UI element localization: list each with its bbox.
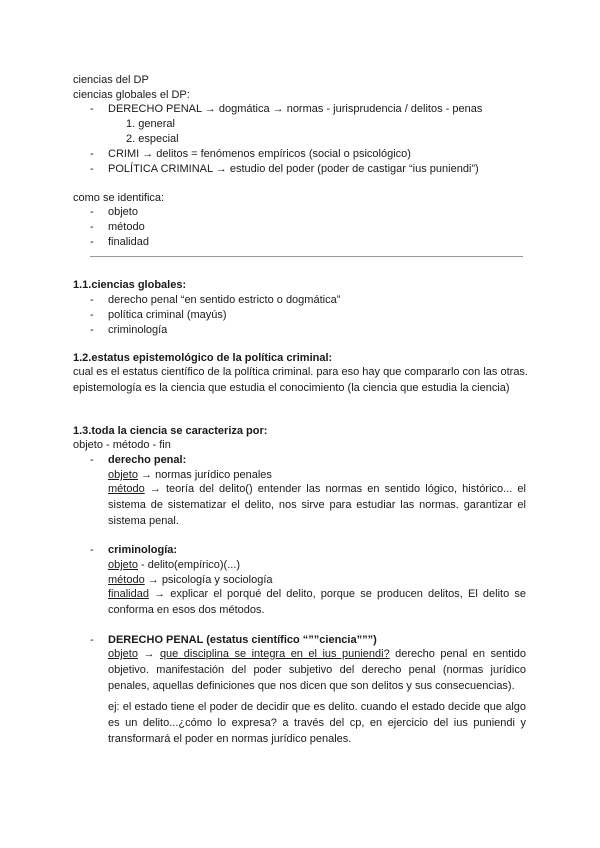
sublist-item-especial: 2. especial xyxy=(126,133,179,145)
bullet-dash: - xyxy=(90,634,94,646)
derecho-penal-estatus-title: DERECHO PENAL (estatus científico “””ciencia”””) xyxy=(108,634,377,646)
bullet-dash: - xyxy=(90,206,94,218)
bullet-dash: - xyxy=(90,324,94,336)
bullet-politica-criminal: POLÍTICA CRIMINAL → estudio del poder (poder de castigar “ius puniendi”) xyxy=(108,163,479,175)
section-1-2-paragraph: cual es el estatus científico de la política criminal. para eso hay que compararlo con las otras. epistemología es la ciencia que estudia el conocimiento (la ciencia que estudia la ciencia) xyxy=(73,366,528,394)
identifica-item: finalidad xyxy=(108,236,149,248)
objeto-text: → normas jurídico penales xyxy=(137,469,272,481)
horizontal-rule xyxy=(90,256,523,257)
derecho-penal-metodo xyxy=(108,481,526,529)
metodo-text: → teoría del delito() entender las normas en sentido lógico, histórico... el sistema de sistematizar el delito, nos sirve para estudiar las normas. garantizar el sistema penal. xyxy=(108,483,526,527)
bullet-dash: - xyxy=(90,148,94,160)
criminologia-finalidad xyxy=(108,586,526,618)
bullet-dash: - xyxy=(90,163,94,175)
sublist-item-general: 1. general xyxy=(126,118,175,130)
metodo-label: método xyxy=(108,574,145,586)
metodo-label: método xyxy=(108,483,145,495)
bullet-dash: - xyxy=(90,236,94,248)
intro-line-1: ciencias del DP xyxy=(73,74,149,86)
criminologia-title: criminología: xyxy=(108,544,178,556)
bullet-dash: - xyxy=(90,221,94,233)
objeto-label: objeto xyxy=(108,469,138,481)
bullet-crimi: CRIMI → delitos = fenómenos empíricos (social o psicológico) xyxy=(108,148,411,160)
ciencias-item: derecho penal “en sentido estricto o dogmática” xyxy=(108,294,341,306)
criminologia-objeto xyxy=(108,558,240,572)
objeto-label: objeto xyxy=(108,559,138,571)
finalidad-text: → explicar el porqué del delito, porque se producen delitos, El delito se conforma en esos dos métodos. xyxy=(108,588,526,616)
section-1-1-heading: 1.1.ciencias globales: xyxy=(73,279,187,291)
bullet-dash: - xyxy=(90,454,94,466)
ciencias-item: criminología xyxy=(108,324,168,336)
derecho-penal-ejemplo: ej: el estado tiene el poder de decidir que es delito. cuando el estado decide que algo es un delito...¿cómo lo expresa? a través del cp, en ejercicio del ius puniendi y transformará el poder en normas jurídico penales. xyxy=(108,701,526,745)
intro-line-2: ciencias globales el DP: xyxy=(73,89,190,101)
derecho-penal-estatus-objeto xyxy=(108,646,526,694)
bullet-dash: - xyxy=(90,294,94,306)
identifica-item: objeto xyxy=(108,206,138,218)
objeto-label: objeto xyxy=(108,648,138,660)
criminologia-metodo xyxy=(108,573,273,587)
question-text: que disciplina se integra en el ius puniendi? xyxy=(159,648,390,660)
identifica-title: como se identifica: xyxy=(73,192,165,204)
bullet-dash: - xyxy=(90,309,94,321)
section-1-3-sub: objeto - método - fin xyxy=(73,439,171,451)
identifica-item: método xyxy=(108,221,145,233)
section-1-3-heading: 1.3.toda la ciencia se caracteriza por: xyxy=(73,425,268,437)
section-1-2-heading: 1.2.estatus epistemológico de la política criminal: xyxy=(73,352,333,364)
derecho-penal-objeto xyxy=(108,468,272,482)
finalidad-label: finalidad xyxy=(108,588,149,600)
objeto-text: - delito(empírico)(...) xyxy=(137,559,241,571)
bullet-derecho-penal: DERECHO PENAL → dogmática → normas - jurisprudencia / delitos - penas xyxy=(108,103,483,115)
bullet-dash: - xyxy=(90,103,94,115)
derecho-penal-title: derecho penal: xyxy=(108,454,187,466)
ciencias-item: política criminal (mayús) xyxy=(108,309,227,321)
bullet-dash: - xyxy=(90,544,94,556)
metodo-text: → psicología y sociología xyxy=(144,574,273,586)
arrow-text: → xyxy=(137,648,160,660)
objeto-text: derecho penal en sentido objetivo. manifestación del poder subjetivo del derecho penal (normas jurídico penales, aquellas definiciones que nos dicen que son delitos y sus consecuencias). xyxy=(108,648,526,692)
